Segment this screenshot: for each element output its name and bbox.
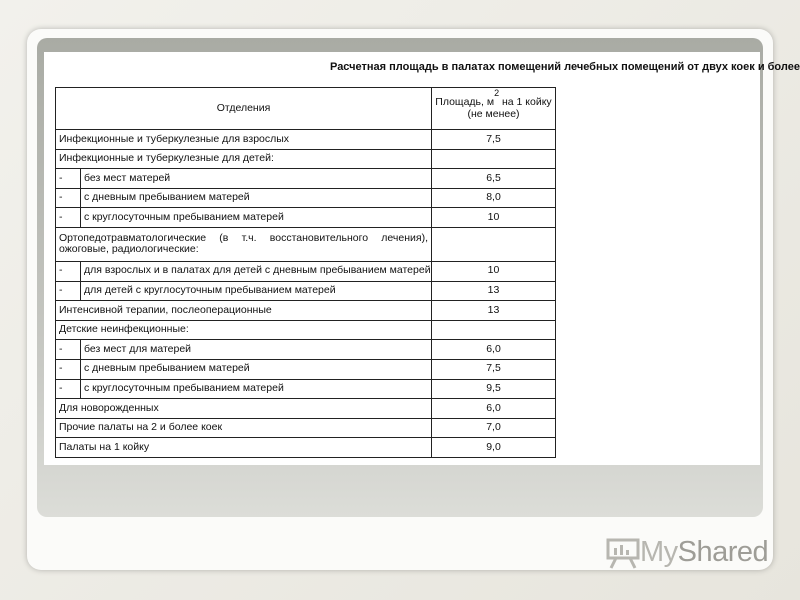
row-value: 10 — [432, 208, 556, 228]
header-area-sup: 2 — [494, 87, 500, 98]
row-label: для взрослых и в палатах для детей с дневным пребыванием матерей — [81, 261, 432, 281]
presentation-board-icon — [606, 537, 640, 569]
row-value: 6,5 — [432, 169, 556, 189]
header-area-tail: на 1 койку — [499, 95, 552, 108]
table-row — [56, 169, 556, 189]
row-value: 8,0 — [432, 188, 556, 208]
row-value: 6,0 — [432, 399, 556, 419]
table-row — [56, 359, 556, 379]
table-row — [56, 281, 556, 301]
table-row — [56, 149, 556, 169]
row-label: без мест для матерей — [81, 340, 432, 360]
row-label: Инфекционные и туберкулезные для детей: — [56, 149, 432, 169]
row-dash: - — [56, 188, 81, 208]
row-label: с дневным пребыванием матерей — [81, 188, 432, 208]
table-header-row — [56, 88, 556, 130]
row-dash: - — [56, 208, 81, 228]
row-value: 7,5 — [432, 359, 556, 379]
row-label: Ортопедотравматологические (в т.ч. восстановительного лечения), ожоговые, радиологические: — [56, 227, 432, 261]
logo-prefix: My — [640, 536, 678, 568]
area-table — [55, 87, 556, 458]
table-row — [56, 418, 556, 438]
row-value: 7,5 — [432, 130, 556, 150]
row-value — [432, 149, 556, 169]
row-dash: - — [56, 379, 81, 399]
logo-text — [640, 536, 768, 569]
table-row — [56, 379, 556, 399]
row-value: 7,0 — [432, 418, 556, 438]
table-row — [56, 438, 556, 458]
row-label: с круглосуточным пребыванием матерей — [81, 379, 432, 399]
row-value: 13 — [432, 281, 556, 301]
header-area — [432, 88, 556, 130]
logo-suffix: Shared — [677, 536, 769, 568]
row-label: Инфекционные и туберкулезные для взрослых — [56, 130, 432, 150]
table-row — [56, 130, 556, 150]
row-dash: - — [56, 261, 81, 281]
row-label: Интенсивной терапии, послеоперационные — [56, 301, 432, 321]
table-row — [56, 399, 556, 419]
row-label: для детей с круглосуточным пребыванием матерей — [81, 281, 432, 301]
header-departments: Отделения — [56, 88, 432, 130]
table-row — [56, 320, 556, 340]
row-label: Для новорожденных — [56, 399, 432, 419]
myshared-logo — [606, 536, 768, 569]
document-title: Расчетная площадь в палатах помещений лечебных помещений от двух коек и более — [330, 61, 800, 73]
table-row — [56, 188, 556, 208]
table-row — [56, 208, 556, 228]
row-value — [432, 227, 556, 261]
row-label: Прочие палаты на 2 и более коек — [56, 418, 432, 438]
row-label: Детские неинфекционные: — [56, 320, 432, 340]
row-label: Палаты на 1 койку — [56, 438, 432, 458]
table-row — [56, 340, 556, 360]
row-value: 9,5 — [432, 379, 556, 399]
row-label: без мест матерей — [81, 169, 432, 189]
row-value — [432, 320, 556, 340]
row-dash: - — [56, 340, 81, 360]
row-label: с круглосуточным пребыванием матерей — [81, 208, 432, 228]
row-value: 10 — [432, 261, 556, 281]
row-dash: - — [56, 169, 81, 189]
header-area-line1: Площадь, м — [435, 95, 495, 108]
table-row — [56, 227, 556, 261]
row-value: 13 — [432, 301, 556, 321]
table-row — [56, 261, 556, 281]
row-value: 9,0 — [432, 438, 556, 458]
header-area-line2: (не менее) — [467, 107, 520, 120]
table-row — [56, 301, 556, 321]
row-dash: - — [56, 359, 81, 379]
row-dash: - — [56, 281, 81, 301]
row-label: с дневным пребыванием матерей — [81, 359, 432, 379]
row-value: 6,0 — [432, 340, 556, 360]
